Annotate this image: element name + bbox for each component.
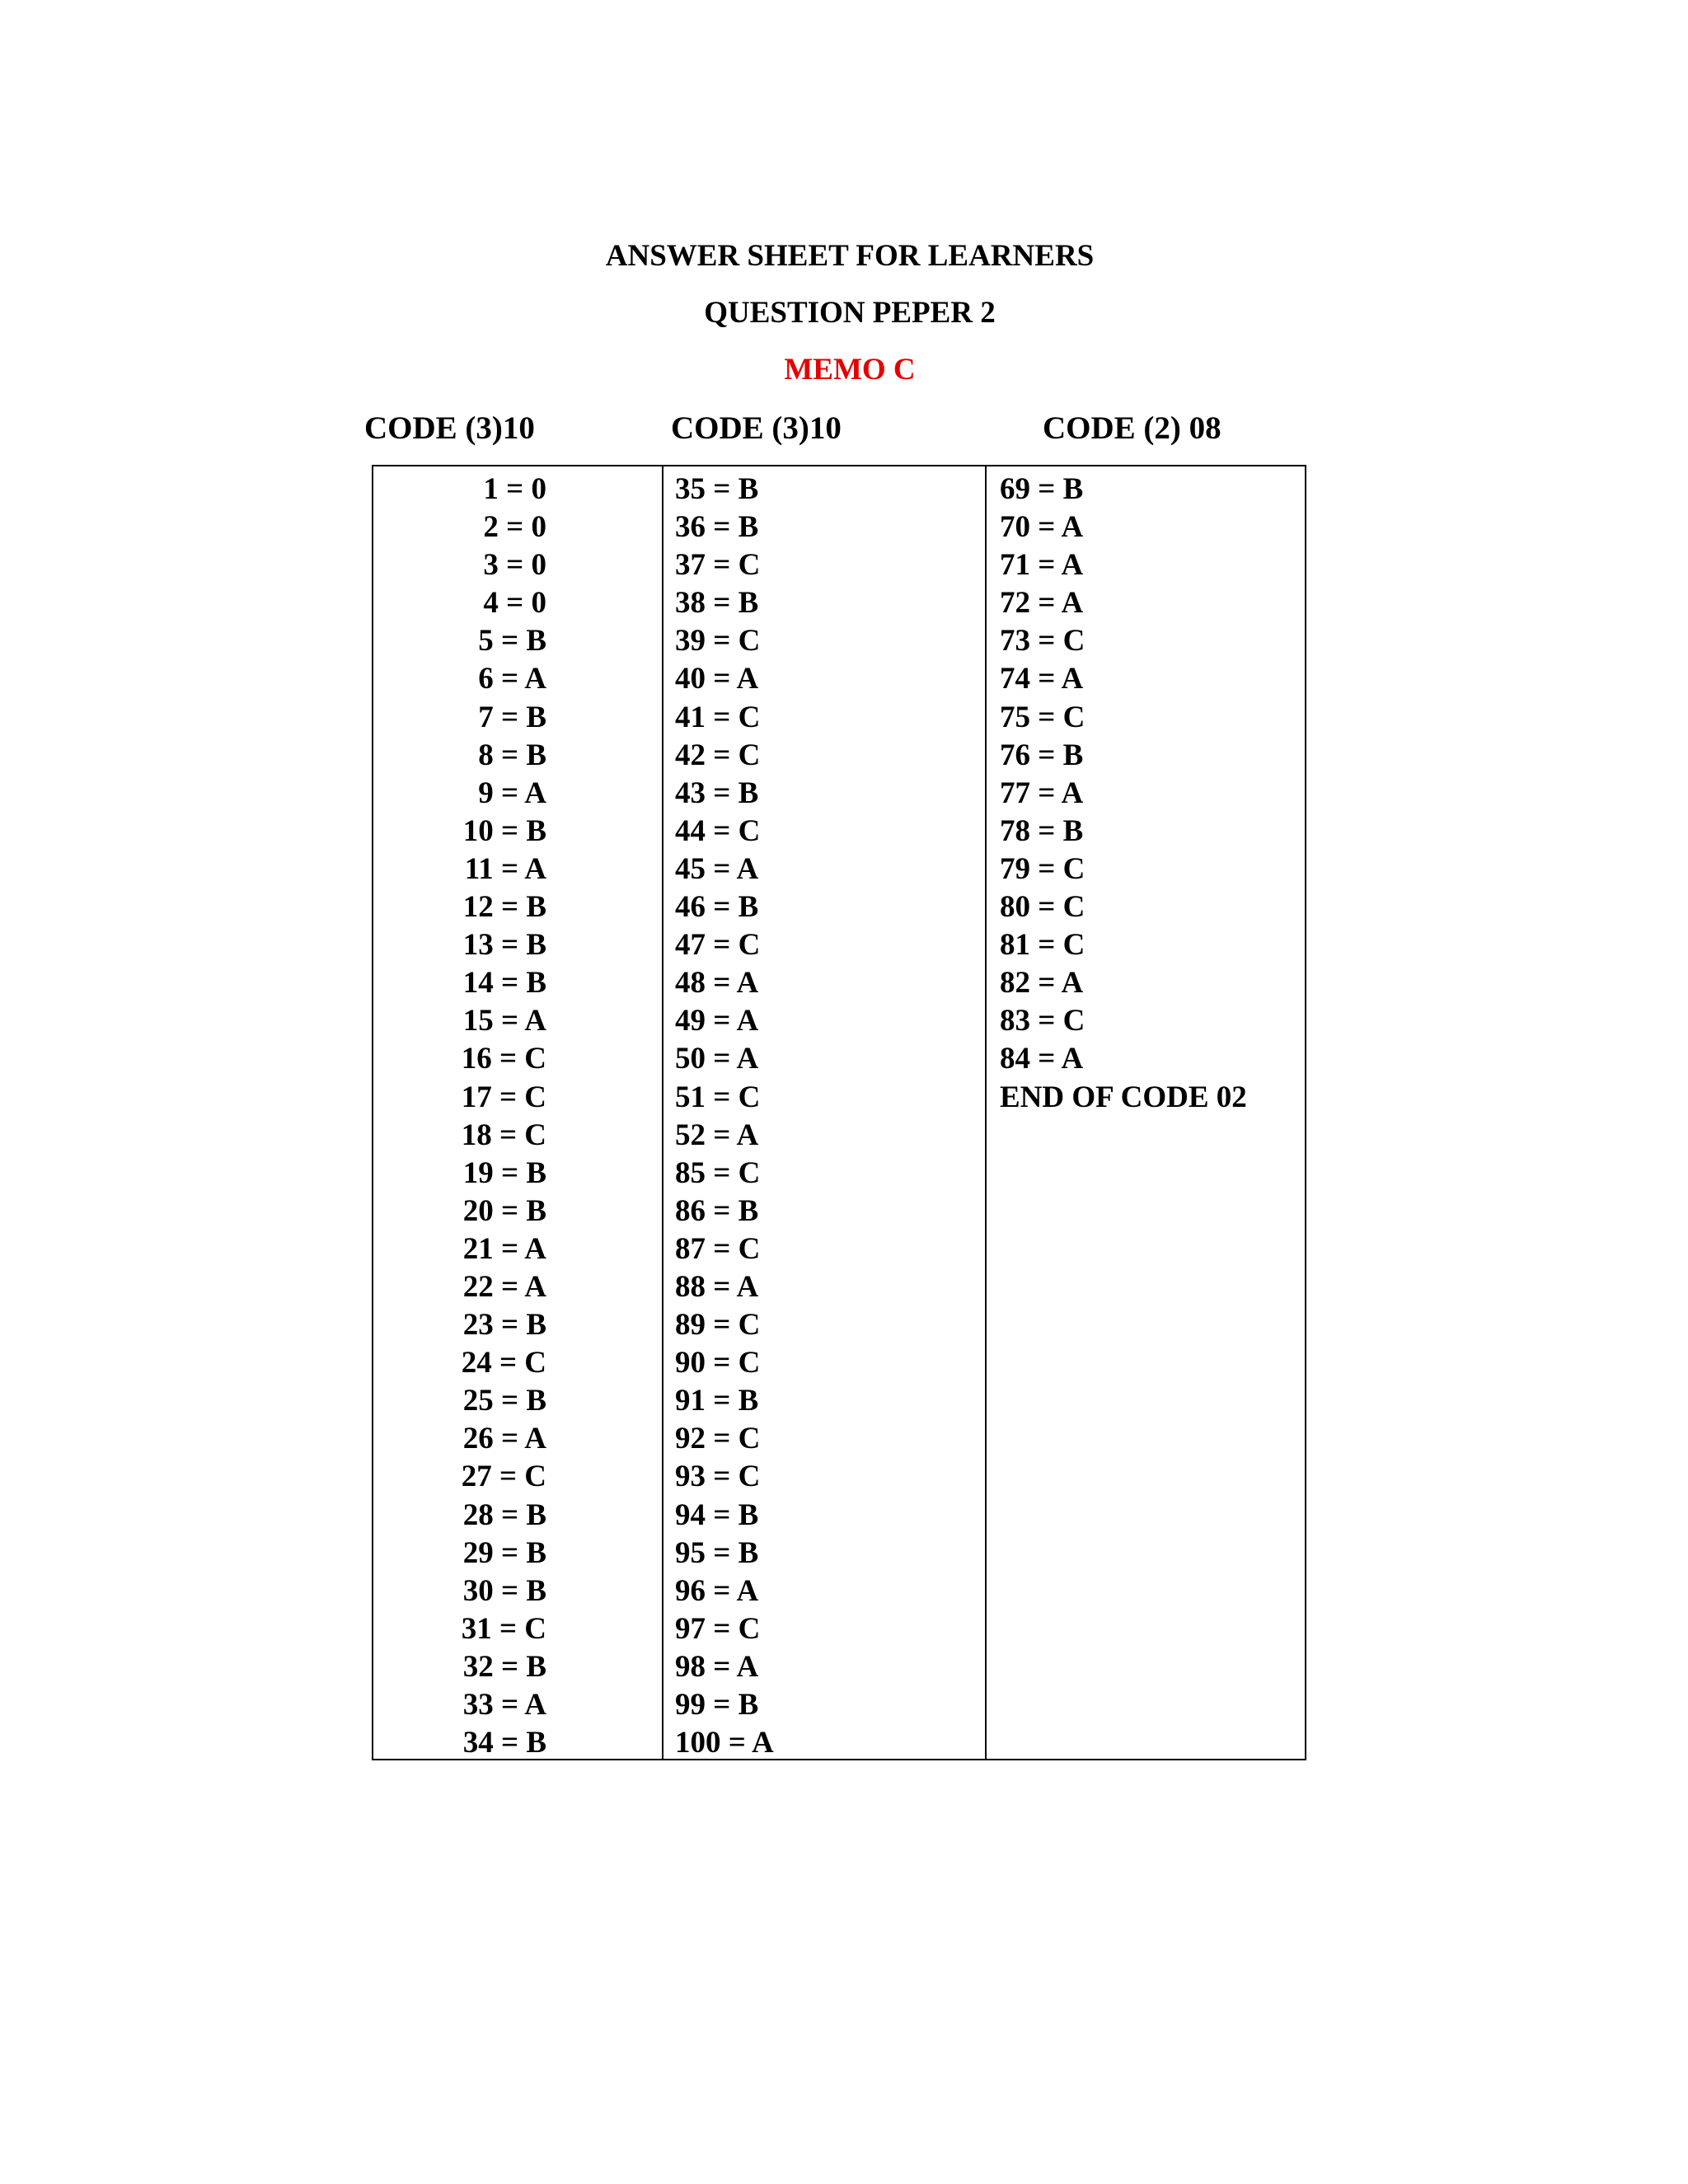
answer-item: 5 = B [478, 624, 546, 658]
answer-item: 88 = A [675, 1269, 759, 1304]
answer-item: 37 = C [675, 548, 761, 583]
answer-item: 49 = A [675, 1004, 759, 1038]
answer-item: 32 = B [462, 1649, 546, 1684]
paper-subtitle: QUESTION PEPER 2 [704, 296, 996, 330]
answer-table [372, 465, 1306, 1760]
answer-item: 80 = C [1000, 890, 1085, 925]
column-heading-3: CODE (2) 08 [1043, 410, 1221, 446]
answer-item: 89 = C [675, 1308, 761, 1343]
answer-item: 34 = B [462, 1726, 546, 1760]
answer-item: 50 = A [675, 1042, 759, 1076]
answer-item: 39 = C [675, 624, 761, 658]
answer-item: 45 = A [675, 851, 759, 886]
answer-item: 25 = B [462, 1384, 546, 1418]
answer-item: 11 = A [464, 851, 546, 886]
answer-item: 82 = A [1000, 966, 1084, 1001]
answer-item: 41 = C [675, 700, 761, 734]
answer-item: 10 = B [462, 813, 546, 848]
memo-label: MEMO C [784, 353, 916, 387]
answer-item: 95 = B [675, 1535, 759, 1570]
answer-item: 77 = A [1000, 776, 1084, 810]
column-heading-2: CODE (3)10 [671, 410, 842, 446]
answer-item: 35 = B [675, 472, 759, 506]
answer-item: 91 = B [675, 1384, 759, 1418]
answer-item: 3 = 0 [483, 548, 546, 583]
answer-item: 38 = B [675, 586, 759, 621]
answer-item: 81 = C [1000, 928, 1085, 963]
answer-item: 31 = C [461, 1611, 546, 1646]
answer-item: 28 = B [462, 1497, 546, 1532]
answer-item: 6 = A [478, 662, 546, 696]
answer-item: 52 = A [675, 1118, 759, 1152]
answer-item: 93 = C [675, 1460, 761, 1494]
answer-item: 83 = C [1000, 1004, 1085, 1038]
answer-item: 86 = B [675, 1193, 759, 1228]
answer-item: 42 = C [675, 738, 761, 772]
answer-item: 19 = B [462, 1155, 546, 1190]
answer-column-3 [985, 466, 1305, 1759]
answer-item: 79 = C [1000, 851, 1085, 886]
answer-item: 36 = B [675, 510, 759, 545]
answer-item: 47 = C [675, 928, 761, 963]
answer-item: 29 = B [462, 1535, 546, 1570]
answer-item: 24 = C [461, 1346, 546, 1380]
answer-item: 97 = C [675, 1611, 761, 1646]
answer-item: 21 = A [462, 1231, 546, 1266]
answer-item: 51 = C [675, 1080, 761, 1114]
answer-item: 75 = C [1000, 700, 1085, 734]
answer-column-1 [373, 466, 663, 1759]
answer-item: 78 = B [1000, 813, 1084, 848]
answer-item: 48 = A [675, 966, 759, 1001]
answer-item: 100 = A [675, 1726, 774, 1760]
answer-item: 99 = B [675, 1688, 759, 1722]
column-heading-1: CODE (3)10 [364, 410, 535, 446]
answer-item: 9 = A [478, 776, 546, 810]
answer-item: END OF CODE 02 [1000, 1080, 1247, 1114]
answer-item: 70 = A [1000, 510, 1084, 545]
answer-column-2 [662, 466, 987, 1759]
answer-item: 84 = A [1000, 1042, 1084, 1076]
answer-item: 46 = B [675, 890, 759, 925]
answer-item: 96 = A [675, 1573, 759, 1608]
answer-item: 18 = C [461, 1118, 546, 1152]
answer-item: 40 = A [675, 662, 759, 696]
answer-item: 2 = 0 [483, 510, 546, 545]
answer-item: 22 = A [462, 1269, 546, 1304]
answer-item: 13 = B [462, 928, 546, 963]
answer-item: 12 = B [462, 890, 546, 925]
answer-item: 71 = A [1000, 548, 1084, 583]
answer-item: 98 = A [675, 1649, 759, 1684]
page-title: ANSWER SHEET FOR LEARNERS [605, 239, 1095, 273]
answer-item: 44 = C [675, 813, 761, 848]
answer-item: 26 = A [462, 1422, 546, 1456]
answer-item: 72 = A [1000, 586, 1084, 621]
answer-item: 76 = B [1000, 738, 1084, 772]
answer-item: 87 = C [675, 1231, 761, 1266]
answer-item: 30 = B [462, 1573, 546, 1608]
answer-item: 85 = C [675, 1155, 761, 1190]
answer-item: 33 = A [462, 1688, 546, 1722]
answer-item: 69 = B [1000, 472, 1084, 506]
answer-item: 16 = C [461, 1042, 546, 1076]
answer-item: 14 = B [462, 966, 546, 1001]
answer-item: 74 = A [1000, 662, 1084, 696]
answer-item: 15 = A [462, 1004, 546, 1038]
answer-item: 23 = B [462, 1308, 546, 1343]
answer-item: 90 = C [675, 1346, 761, 1380]
answer-item: 8 = B [478, 738, 546, 772]
answer-item: 92 = C [675, 1422, 761, 1456]
answer-item: 94 = B [675, 1497, 759, 1532]
answer-item: 4 = 0 [483, 586, 546, 621]
answer-item: 73 = C [1000, 624, 1085, 658]
answer-item: 27 = C [461, 1460, 546, 1494]
answer-item: 1 = 0 [483, 472, 546, 506]
answer-item: 20 = B [462, 1193, 546, 1228]
answer-item: 43 = B [675, 776, 759, 810]
answer-item: 17 = C [461, 1080, 546, 1114]
answer-item: 7 = B [478, 700, 546, 734]
